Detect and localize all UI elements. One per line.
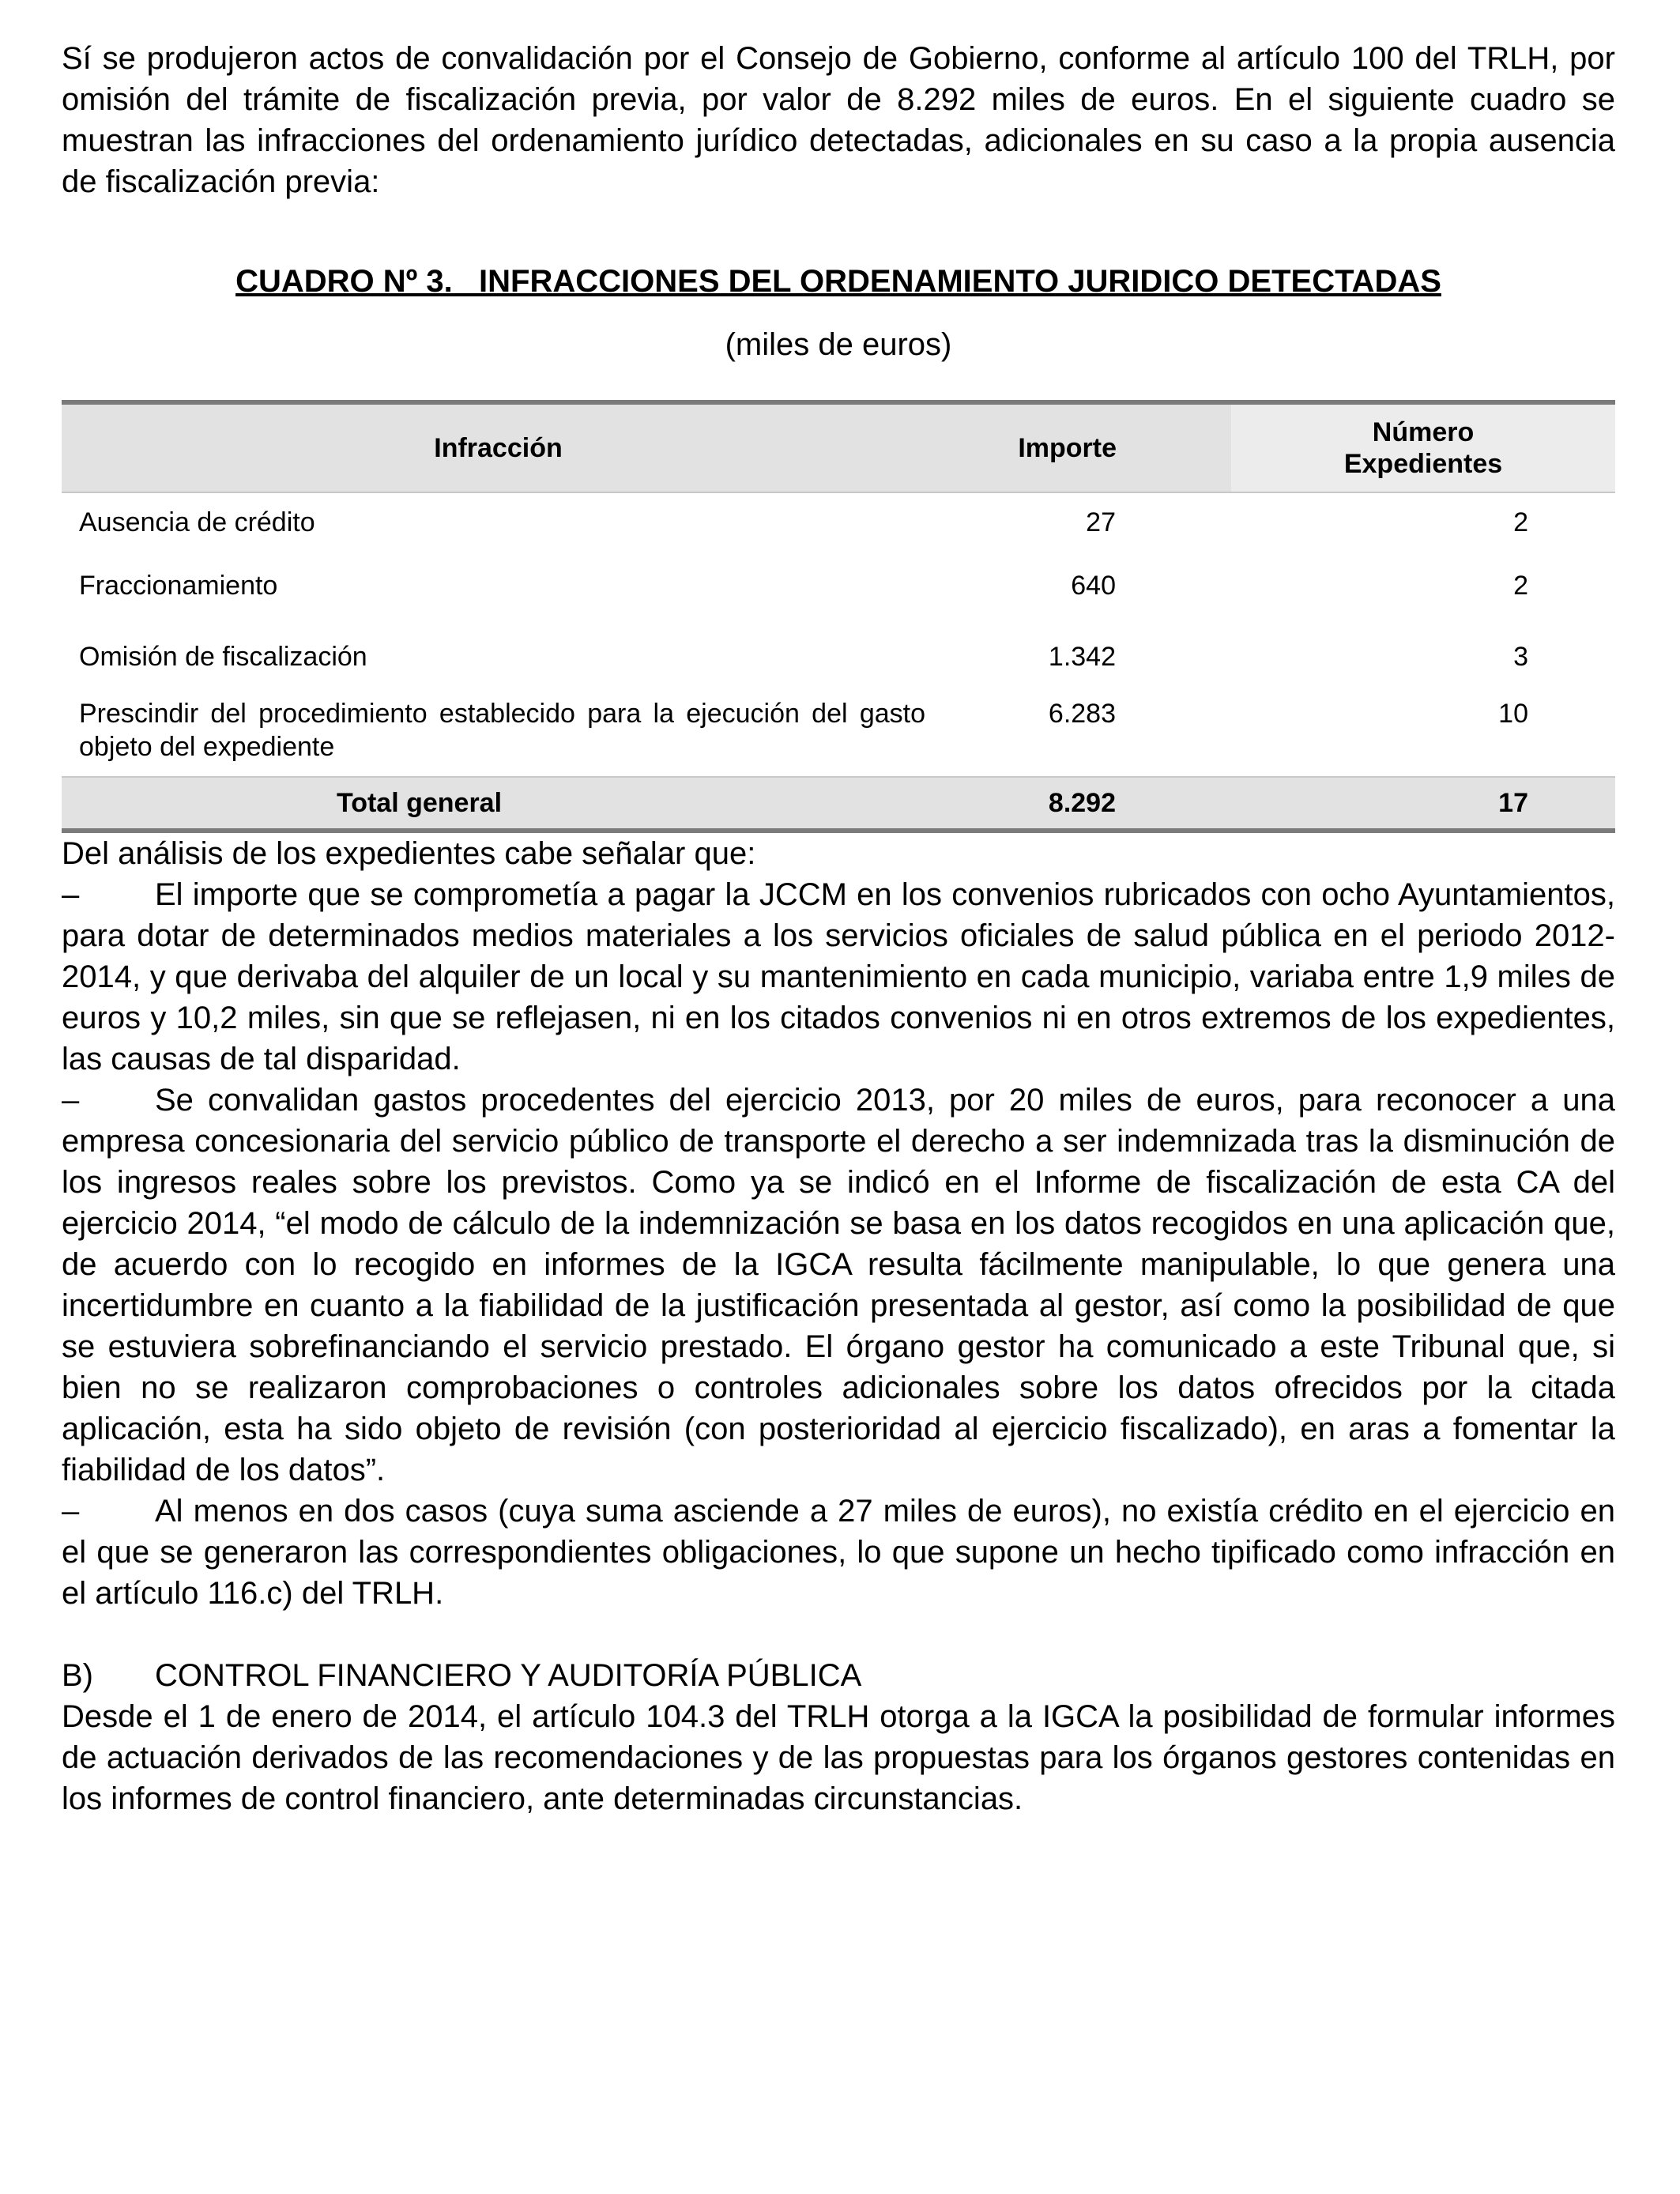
header-infraccion: Infracción (62, 402, 935, 492)
bullet-paragraph (62, 1080, 1615, 1491)
bullet-text: El importe que se comprometía a pagar la JCCM en los convenios rubricados con ocho Ayuntamientos, para dotar de determinados medios materiales a los servicios oficiales de salud pública en el periodo 2012-2014, y que derivaba del alquiler de un local y su mantenimiento en cada municipio, variaba entre 1,9 miles de euros y 10,2 miles, sin que se reflejasen, ni en los citados convenios ni en otros extremos de los expedientes, las causas de tal disparidad. (62, 877, 1615, 1076)
dash-bullet: – (62, 1494, 80, 1529)
table-row (62, 492, 1615, 560)
table-row (62, 560, 1615, 629)
bullet-text: Se convalidan gastos procedentes del ejercicio 2013, por 20 miles de euros, para reconocer a una empresa concesionaria del servicio público de transporte el derecho a ser indemnizada tras la disminución de los ingresos reales sobre los previstos. Como ya se indicó en el Informe de fiscalización de esta CA del ejercicio 2014, “el modo de cálculo de la indemnización se basa en los datos recogidos en una aplicación que, de acuerdo con lo recogido en informes de la IGCA resulta fácilmente manipulable, lo que genera una incertidumbre en cuanto a la fiabilidad de la justificación presentada al gestor, así como la posibilidad de que se estuviera sobrefinanciando el servicio prestado. El órgano gestor ha comunicado a este Tribunal que, si bien no se realizaron comprobaciones o controles adicionales sobre los datos ofrecidos por la citada aplicación, esta ha sido objeto de revisión (con posterioridad al ejercicio fiscalizado), en aras a fomentar la fiabilidad de los datos”. (62, 1083, 1615, 1487)
section-heading (62, 1655, 1615, 1696)
document-page (62, 38, 1615, 1819)
table-total-row (62, 777, 1615, 831)
final-paragraph: Desde el 1 de enero de 2014, el artículo 104.3 del TRLH otorga a la IGCA la posibilidad de formular informes de actuación derivados de las recomendaciones y de las propuestas para los órganos gestores contenidas en los informes de control financiero, ante determinadas circunstancias. (62, 1699, 1615, 1816)
total-label: Total general (62, 777, 935, 831)
total-importe: 8.292 (935, 777, 1231, 831)
table-header-row (62, 402, 1615, 492)
intro-paragraph: Sí se produjeron actos de convalidación por el Consejo de Gobierno, conforme al artículo 100 del TRLH, por omisión del trámite de fiscalización previa, por valor de 8.292 miles de euros. En el siguiente cuadro se muestran las infracciones del ordenamiento jurídico detectadas, adicionales en su caso a la propia ausencia de fiscalización previa: (62, 41, 1615, 199)
table-title: CUADRO Nº 3. INFRACCIONES DEL ORDENAMIENTO JURIDICO DETECTADAS (235, 264, 1441, 299)
cell-numero: 2 (1513, 571, 1528, 601)
dash-bullet: – (62, 877, 80, 912)
cell-infraccion: Ausencia de crédito (79, 507, 315, 537)
cell-importe: 27 (1086, 507, 1116, 537)
cell-importe: 640 (1071, 571, 1116, 601)
table-row (62, 629, 1615, 691)
dash-bullet: – (62, 1083, 80, 1118)
cell-importe: 1.342 (1048, 642, 1116, 672)
cell-numero: 3 (1513, 642, 1528, 672)
infracciones-table (62, 400, 1615, 833)
cell-infraccion: Omisión de fiscalización (79, 642, 367, 672)
table-unit: (miles de euros) (725, 327, 952, 362)
cell-infraccion: Prescindir del procedimiento establecido para la ejecución del gasto objeto del expediente (79, 699, 925, 762)
header-importe: Importe (935, 402, 1231, 492)
cell-importe: 6.283 (1048, 699, 1116, 729)
section-letter: B) (62, 1658, 93, 1693)
cell-infraccion: Fraccionamiento (79, 571, 278, 601)
cell-numero: 10 (1498, 699, 1528, 729)
cell-numero: 2 (1513, 507, 1528, 537)
table-row (62, 691, 1615, 777)
bullet-paragraph (62, 874, 1615, 1080)
analysis-intro: Del análisis de los expedientes cabe señalar que: (62, 836, 756, 871)
header-numero-expedientes: Número Expedientes (1231, 402, 1615, 492)
section-title: CONTROL FINANCIERO Y AUDITORÍA PÚBLICA (155, 1658, 862, 1693)
bullet-text: Al menos en dos casos (cuya suma asciende a 27 miles de euros), no existía crédito en el ejercicio en el que se generaron las correspondientes obligaciones, lo que supone un hecho tipificado como infracción en el artículo 116.c) del TRLH. (62, 1494, 1615, 1611)
total-numero: 17 (1231, 777, 1615, 831)
bullet-paragraph (62, 1491, 1615, 1614)
